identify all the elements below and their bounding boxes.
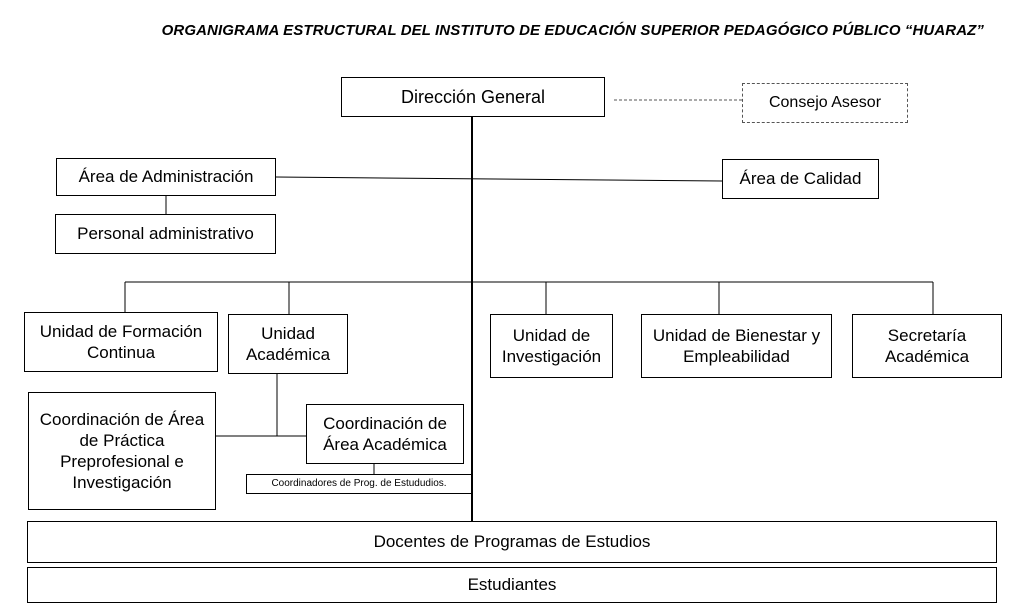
unidad-formacion-continua-label: Unidad de Formación Continua: [39, 321, 203, 362]
area-calidad-box: [722, 159, 879, 199]
docentes-box: [27, 521, 997, 563]
estudiantes-box: [27, 567, 997, 603]
area-administracion-label: Área de Administración: [78, 167, 254, 187]
unidad-investigacion-label: Unidad de Investigación: [501, 325, 602, 366]
unidad-bienestar-label: Unidad de Bienestar y Empleabilidad: [652, 325, 821, 366]
consejo-asesor-box: [742, 83, 908, 123]
coord-practica-label: Coordinación de Área de Práctica Preprofesional e Investigación: [39, 409, 205, 493]
coordinadores-prog-label: Coordinadores de Prog. de Estududios.: [271, 477, 447, 489]
estudiantes-label: Estudiantes: [467, 575, 557, 595]
docentes-label: Docentes de Programas de Estudios: [373, 532, 651, 552]
unidad-formacion-continua-box: [24, 312, 218, 372]
personal-administrativo-box: [55, 214, 276, 254]
coord-practica-box: [28, 392, 216, 510]
admin-calidad-line: [276, 177, 722, 181]
coordinadores-prog-box: [246, 474, 472, 494]
consejo-asesor-label: Consejo Asesor: [768, 94, 882, 111]
secretaria-academica-box: [852, 314, 1002, 378]
unidad-academica-box: [228, 314, 348, 374]
area-administracion-box: [56, 158, 276, 196]
coord-area-academica-box: [306, 404, 464, 464]
coord-area-academica-label: Coordinación de Área Académica: [323, 413, 447, 454]
personal-administrativo-label: Personal administrativo: [77, 224, 254, 244]
unidad-academica-label: Unidad Académica: [245, 323, 331, 364]
direccion-general-label: Dirección General: [400, 86, 546, 107]
direccion-general-box: [341, 77, 605, 117]
unidad-investigacion-box: [490, 314, 613, 378]
chart-title: ORGANIGRAMA ESTRUCTURAL DEL INSTITUTO DE EDUCACIÓN SUPERIOR PEDAGÓGICO PÚBLICO “HUARAZ”: [161, 22, 984, 39]
area-calidad-label: Área de Calidad: [739, 169, 862, 189]
secretaria-academica-label: Secretaría Académica: [884, 325, 970, 366]
unidad-bienestar-box: [641, 314, 832, 378]
